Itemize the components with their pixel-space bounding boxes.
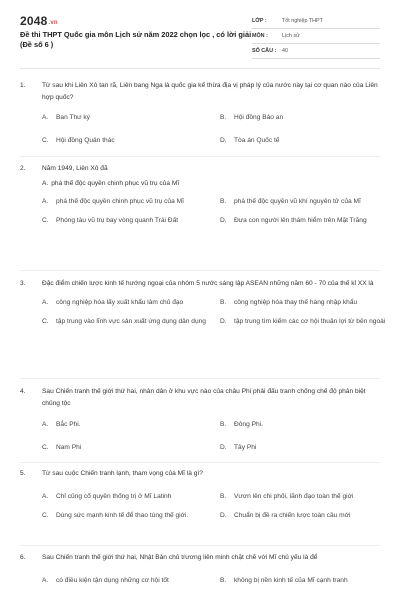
option-text: phá thế độc quyền vũ khí nguyên tử của Mĩ: [234, 198, 361, 205]
question-line: [20, 163, 380, 175]
question-number: 2.: [20, 165, 26, 172]
question-line: [20, 278, 380, 290]
question-line: [20, 552, 380, 564]
option-label: B.: [220, 421, 227, 428]
option-text: Dùng sức mạnh kinh tế để thao túng thế giới.: [56, 512, 189, 519]
option-label: A.: [42, 577, 49, 584]
option-text: Hội đồng Quản thác: [56, 137, 115, 144]
option-label: C.: [42, 217, 49, 224]
meta-row-class: [252, 14, 380, 29]
question-3: [20, 278, 386, 326]
meta-label: MÔN :: [252, 33, 268, 39]
question-line: [20, 386, 380, 410]
option-label: A.: [42, 493, 49, 500]
question-line: [20, 468, 380, 480]
option-text: Chuẩn bị đề ra chiến lược toàn cầu mới: [234, 512, 351, 519]
question-number: 6.: [20, 554, 26, 561]
option-label: A.: [42, 114, 49, 121]
option-a[interactable]: [42, 492, 212, 501]
option-label: D.: [220, 512, 227, 519]
option-d[interactable]: [220, 216, 390, 225]
option-label: D.: [220, 137, 227, 144]
option-label: B.: [220, 493, 227, 500]
question-subtext: [42, 179, 380, 189]
option-text: tập trung vào lĩnh vực sản xuất ứng dụng dân dụng: [56, 318, 206, 325]
option-label: C.: [42, 444, 49, 451]
option-label: B.: [220, 114, 227, 121]
meta-value: Lịch sử: [282, 33, 300, 39]
options: [42, 420, 380, 452]
meta-value: 40: [282, 48, 288, 54]
options: [42, 113, 380, 145]
options: [42, 298, 386, 326]
option-label: D.: [220, 444, 227, 451]
option-text: tập trung tìm kiếm các cơ hội thuận lợi từ bên ngoài: [234, 318, 386, 325]
meta-row-subject: [252, 29, 380, 44]
option-text: Ban Thư ký: [56, 114, 90, 121]
option-d[interactable]: [220, 136, 390, 145]
logo[interactable]: [20, 14, 58, 28]
header: [0, 0, 400, 66]
question-number: 5.: [20, 470, 26, 477]
divider: [20, 545, 380, 546]
option-d[interactable]: [220, 511, 390, 520]
question-6: [20, 552, 380, 585]
option-b[interactable]: [220, 298, 390, 307]
options: [42, 197, 380, 225]
option-b[interactable]: [220, 576, 390, 585]
option-text: Hội đồng Bảo an: [234, 114, 284, 121]
question-2: [20, 163, 380, 225]
question-text: Sau Chiến tranh thế giới thứ hai, nhân dân ở khu vực nào của châu Phi phải đấu tranh chống chế độ phân biệt chủng tộc: [42, 388, 366, 407]
sub-text: phá thế độc quyền chinh phục vũ trụ của Mĩ: [51, 180, 180, 187]
option-label: B.: [220, 299, 227, 306]
divider: [20, 270, 380, 271]
option-b[interactable]: [220, 420, 390, 429]
option-text: công nghiệp hóa lấy xuất khẩu làm chủ đạo: [56, 299, 184, 306]
logo-text: 2048: [20, 14, 48, 28]
option-label: C.: [42, 318, 49, 325]
page-title: Đề thi THPT Quốc gia môn Lịch sử năm 2022 chọn lọc , có lời giải (Đề số 6 ): [20, 30, 252, 49]
option-label: D.: [220, 318, 227, 325]
option-c[interactable]: [42, 511, 212, 520]
option-a[interactable]: [42, 197, 212, 206]
option-label: B.: [220, 577, 227, 584]
meta-row-count: [252, 44, 380, 59]
option-c[interactable]: [42, 443, 212, 452]
option-b[interactable]: [220, 113, 390, 122]
option-text: Chỉ củng cố quyền thống trị ở Mĩ Latinh: [56, 493, 172, 500]
option-text: có điều kiện tận dụng những cơ hội tốt: [56, 577, 169, 584]
divider: [20, 462, 380, 463]
header-divider: [20, 68, 380, 69]
question-text: Năm 1949, Liên Xô đã: [42, 165, 108, 172]
option-text: Phóng tàu vũ trụ bay vòng quanh Trái Đất: [56, 217, 179, 224]
sub-label: A.: [42, 180, 49, 187]
option-label: D.: [220, 217, 227, 224]
option-text: công nghiệp hóa thay thế hàng nhập khẩu: [234, 299, 358, 306]
divider: [20, 378, 380, 379]
option-a[interactable]: [42, 576, 212, 585]
option-text: Tây Phi: [234, 444, 257, 451]
option-c[interactable]: [42, 216, 212, 225]
option-b[interactable]: [220, 492, 390, 501]
option-text: Bắc Phi.: [56, 421, 81, 428]
option-text: không bị nền kinh tế của Mĩ cạnh tranh: [234, 577, 348, 584]
option-text: Vươn lên chi phối, lãnh đạo toàn thế giới: [234, 493, 354, 500]
option-b[interactable]: [220, 197, 390, 206]
meta-info: [252, 14, 380, 59]
question-text: Đặc điểm chiến lược kinh tế hướng ngoại của nhóm 5 nước sáng lập ASEAN những năm 60 - 70 của thế kỉ XX là: [42, 280, 374, 287]
option-text: phá thế độc quyền chinh phục vũ trụ của Mĩ: [56, 198, 184, 205]
option-label: A.: [42, 421, 49, 428]
option-c[interactable]: [42, 317, 212, 326]
option-text: Tòa án Quốc tế: [234, 137, 280, 144]
logo-tld: .vn: [48, 20, 58, 26]
options: [42, 576, 380, 585]
question-number: 4.: [20, 388, 26, 395]
option-label: C.: [42, 512, 49, 519]
question-line: [20, 80, 380, 104]
option-text: Đưa con người lên thám hiểm trên Mặt Trăng: [234, 217, 367, 224]
option-a[interactable]: [42, 113, 212, 122]
question-number: 3.: [20, 280, 26, 287]
option-text: Nam Phi: [56, 444, 82, 451]
option-a[interactable]: [42, 420, 212, 429]
meta-value: Tốt nghiệp THPT: [282, 18, 323, 24]
question-5: [20, 468, 380, 520]
option-label: A.: [42, 198, 49, 205]
question-text: Từ sau khi Liên Xô tan rã, Liên bang Nga là quốc gia kế thừa địa vị pháp lý của nước này tại cơ quan nào của Liên hợp quốc?: [42, 82, 378, 101]
meta-label: LỚP :: [252, 18, 267, 24]
question-text: Sau Chiến tranh thế giới thứ hai, Nhật Bản chủ trương liên minh chặt chẽ với Mĩ chủ yếu là để: [42, 554, 318, 561]
question-text: Từ sau cuộc Chiến tranh lạnh, tham vọng của Mĩ là gì?: [42, 470, 203, 477]
option-a[interactable]: [42, 298, 212, 307]
option-label: B.: [220, 198, 227, 205]
meta-label: SỐ CÂU :: [252, 48, 277, 54]
option-label: A.: [42, 299, 49, 306]
option-d[interactable]: [220, 317, 390, 326]
option-label: C.: [42, 137, 49, 144]
option-c[interactable]: [42, 136, 212, 145]
option-text: Đông Phi.: [234, 421, 263, 428]
question-number: 1.: [20, 82, 26, 89]
question-4: [20, 386, 380, 452]
divider: [20, 156, 380, 157]
options: [42, 492, 380, 520]
question-1: [20, 80, 380, 145]
option-d[interactable]: [220, 443, 390, 452]
